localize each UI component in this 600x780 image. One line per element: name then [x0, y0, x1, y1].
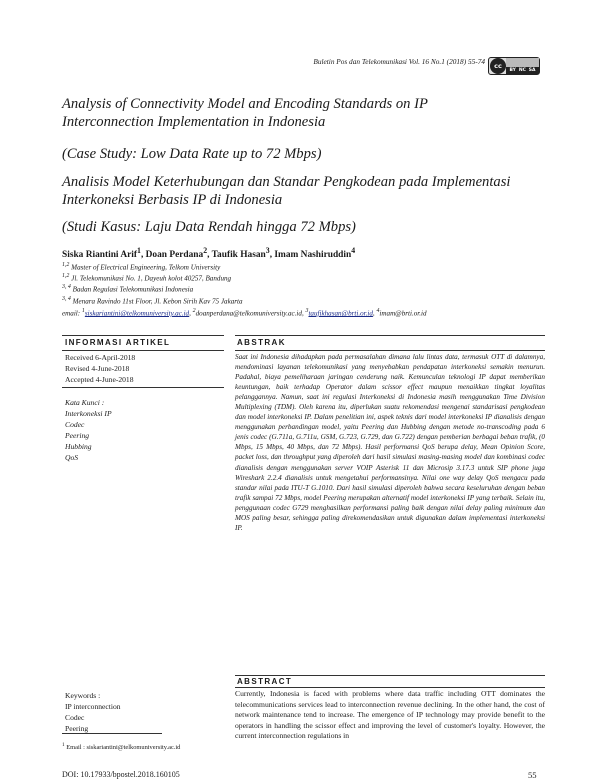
- footnote-divider: [62, 733, 162, 734]
- abstract-text: Currently, Indonesia is faced with problems where data traffic including OTT dominates the telecommunications services lead to interconnection revenue declining. In the other hand, the cost of network maintenance tend to increase. The emergence of IP technology may provide benefit to the operators in handling the scissor effect and improving the level of customer's loyalty. However, the current interconnection regulations in: [235, 689, 545, 740]
- kata-kunci-item: Interkoneksi IP: [65, 409, 112, 418]
- doi[interactable]: DOI: 10.17933/bpostel.2018.160105: [62, 770, 180, 779]
- keyword-item: IP interconnection: [65, 702, 121, 711]
- revised-date: Revised 4-June-2018: [65, 364, 130, 373]
- affiliation: $^{1,2}$ Master of Electrical Engineering, Telkom University: [62, 262, 221, 272]
- divider: [235, 350, 545, 351]
- abstract-heading: ABSTRACT: [237, 677, 293, 686]
- cc-nc-icon: NC: [518, 67, 526, 73]
- cc-sa-icon: SA: [528, 67, 536, 73]
- abstrak-heading: ABSTRAK: [237, 338, 286, 347]
- cc-icon: cc: [490, 58, 506, 74]
- keyword-item: Codec: [65, 713, 85, 722]
- divider: [62, 350, 224, 351]
- author-name: Imam Nashiruddin: [274, 250, 352, 261]
- article-info-heading: INFORMASI ARTIKEL: [65, 338, 171, 347]
- kata-kunci-label: Kata Kunci :: [65, 398, 105, 407]
- divider: [62, 387, 224, 388]
- accepted-date: Accepted 4-June-2018: [65, 375, 134, 384]
- email-link[interactable]: taufikhasan@brti.or.id: [308, 309, 373, 318]
- footnote: $^1$ Email : siskariantini@telkomuniversity.ac.id: [62, 742, 181, 752]
- email-link[interactable]: siskariantini@telkomuniversity.ac.id: [84, 309, 190, 318]
- received-date: Received 6-April-2018: [65, 353, 136, 362]
- divider: [235, 335, 545, 336]
- author-name: Taufik Hasan: [211, 250, 266, 261]
- title-english: Analysis of Connectivity Model and Encoding Standards on IP Interconnection Implementation in Indonesia: [62, 96, 428, 130]
- kata-kunci-item: Codec: [65, 420, 85, 429]
- affiliation: $^{3, 4}$ Badan Regulasi Telekomunikasi Indonesia: [62, 284, 194, 294]
- affiliation: $^{3, 4}$ Menara Ravindo 11st Floor, Jl. Kebon Sirih Kav 75 Jakarta: [62, 296, 243, 306]
- author-name: Doan Perdana: [145, 250, 204, 261]
- keyword-item: Peering: [65, 724, 89, 733]
- subtitle-indonesian: (Studi Kasus: Laju Data Rendah hingga 72 Mbps): [62, 219, 356, 235]
- divider: [62, 335, 224, 336]
- page-number: 55: [528, 770, 537, 780]
- kata-kunci-item: Hubbing: [65, 442, 92, 451]
- author-list: Siska Riantini Arif$^1$, Doan Perdana$^2$, Taufik Hasan$^3$, Imam Nashiruddin$^4$: [62, 246, 356, 261]
- email-line: email: $^1$siskariantini@telkomuniversity.ac.id, $^2$doanperdana@telkomuniversity.ac.id, $^3$taufikhasan@brti.or.id, $^4$imam@brti.or.id: [62, 308, 427, 318]
- kata-kunci-item: QoS: [65, 453, 79, 462]
- cc-license-badge[interactable]: [488, 57, 540, 75]
- affiliation: $^{1,2}$ Jl. Telekomunikasi No. 1, Dayeuh kolot 40257, Bandung: [62, 273, 232, 283]
- kata-kunci-item: Peering: [65, 431, 90, 440]
- divider: [235, 687, 545, 688]
- title-indonesian: Analisis Model Keterhubungan dan Standar Pengkodean pada Implementasi Interkoneksi Berbasis IP di Indonesia: [62, 174, 511, 208]
- journal-header: Buletin Pos dan Telekomunikasi Vol. 16 No.1 (2018) 55-74: [313, 57, 485, 66]
- subtitle-english: (Case Study: Low Data Rate up to 72 Mbps): [62, 146, 322, 162]
- email-text: imam@brti.or.id: [379, 309, 427, 318]
- email-text: doanperdana@telkomuniversity.ac.id: [195, 309, 302, 318]
- keywords-label: Keywords :: [65, 691, 101, 700]
- cc-by-icon: BY: [509, 67, 516, 73]
- abstrak-text: Saat ini Indonesia dihadapkan pada permasalahan dimana lalu lintas data, termasuk OTT di dalamnya, mendominasi layanan telekomunikasi yang menyebabkan pendapatan interkoneksi semakin menurun. Padahal, biaya pemeliharaan jaringan cenderung naik. Kemunculan teknologi IP dapat memberikan keuntungan, baik terhadap Operator dalam scissor effect maupun menaikkan tingkat loyalitas pelanggannya. Namun, saat ini regulasi Interkoneksi di Indonesia masih menggunakan Time Division Multiplexing (TDM). Oleh karena itu, diperlukan suatu rekomendasi mengenai standarisasi pengkodean dan model interkoneksi IP. Dalam penelitian ini, aspek teknis dari model interkoneksi IP dianalisis dengan menggunakan perbandingan model, yaitu Peering dan Hubbing dengan metode no-transcoding pada 6 jenis codec (G.711a, G.711u, GSM, G.723, G.729, dan G.722) dengan pemberian berbagai beban trafik, (0 Mbps, 15 Mbps, 40 Mbps, dan 72 Mbps). Hasil performansi QoS berupa delay, Mean Opinion Score, packet loss, dan throughput yang diperoleh dari hasil simulasi masing-masing model dan kombinasi codec dianalisis dengan menggunakan server VOIP Asterisk 11 dan Microsip 3.17.3 untuk SIP phone juga Wireshark 2.2.4 dianalisis untuk mengetahui performansinya. Nilai one way delay QoS mengacu pada standar nilai pada ITU-T G.1010. Dari hasil simulasi diperoleh bahwa secara keseluruhan dengan beban trafik sampai 72 Mbps, model Peering merupakan alternatif model interkoneksi IP yang terbaik. Selain itu, penggunaan codec G729 menghasilkan performansi paling baik dengan nilai delay paling minimum dan MOS paling besar, sehingga paling direkomendasikan untuk digunakan dalam implementasi interkoneksi IP.: [235, 353, 545, 532]
- author-name: Siska Riantini Arif: [62, 250, 138, 261]
- divider: [235, 675, 545, 676]
